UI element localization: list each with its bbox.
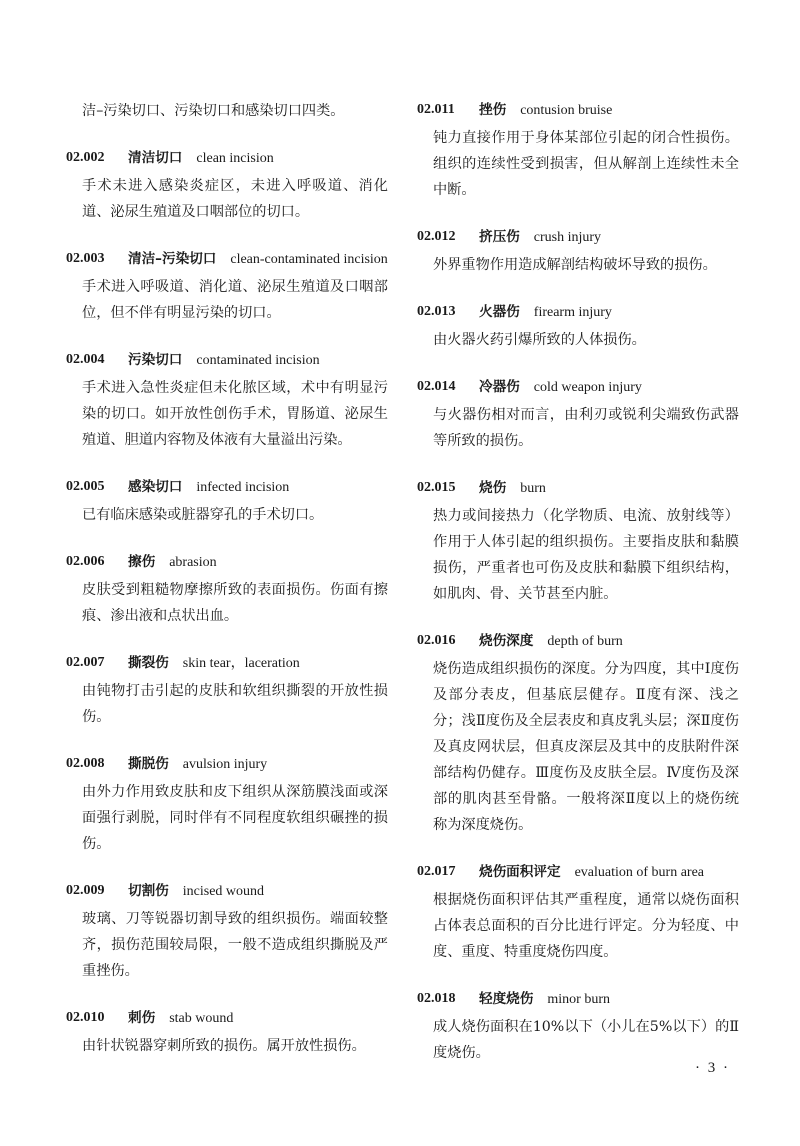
entry-term: 撕裂伤 <box>128 655 169 671</box>
entry-english-term: burn <box>520 481 546 496</box>
entry-term: 轻度烧伤 <box>479 991 534 1007</box>
term-entry <box>417 225 739 278</box>
entry-number: 02.013 <box>417 304 456 319</box>
entry-definition: 外界重物作用造成解剖结构破坏导致的损伤。 <box>433 257 717 273</box>
entry-number: 02.011 <box>417 102 455 117</box>
entry-english-term: avulsion injury <box>182 757 268 772</box>
entry-number: 02.007 <box>66 655 105 670</box>
entry-heading <box>66 752 388 777</box>
entry-number: 02.008 <box>66 756 105 771</box>
entry-heading-text <box>128 651 388 676</box>
entry-english-term: clean incision <box>196 151 274 166</box>
entry-term: 挤压伤 <box>479 229 520 245</box>
entry-heading-text <box>128 879 388 904</box>
entry-english-term: cold weapon injury <box>533 380 642 395</box>
entry-number: 02.017 <box>417 864 456 879</box>
entry-heading <box>66 348 388 373</box>
entry-heading <box>417 987 739 1012</box>
entry-definition: 根据烧伤面积评估其严重程度，通常以烧伤面积占体表总面积的百分比进行评定。分为轻度、中度、重度、特重度烧伤四度。 <box>433 892 739 960</box>
entry-english-term: stab wound <box>169 1011 234 1026</box>
entry-definition: 由火器火药引爆所致的人体损伤。 <box>433 332 646 348</box>
term-entry <box>66 247 388 326</box>
left-entry-list <box>66 146 388 1059</box>
entry-heading-text <box>128 550 388 575</box>
entry-heading <box>66 651 388 676</box>
entry-english-term: incised wound <box>182 884 265 899</box>
entry-heading <box>66 879 388 904</box>
entry-definition: 热力或间接热力（化学物质、电流、放射线等）作用于人体引起的组织损伤。主要指皮肤和黏膜损伤，严重者也可伤及皮肤和黏膜下组织结构，如肌肉、骨、关节甚至内脏。 <box>433 508 739 602</box>
entry-english-term: infected incision <box>196 480 290 495</box>
entry-heading-text <box>479 860 739 885</box>
term-entry <box>66 475 388 528</box>
entry-number: 02.012 <box>417 229 456 244</box>
entry-number: 02.009 <box>66 883 105 898</box>
entry-heading <box>66 475 388 500</box>
entry-definition: 已有临床感染或脏器穿孔的手术切口。 <box>82 507 324 523</box>
entry-english-term: contusion bruise <box>520 103 613 118</box>
term-entry <box>417 300 739 353</box>
term-entry <box>417 476 739 607</box>
entry-heading <box>417 300 739 325</box>
entry-heading-text <box>479 225 739 250</box>
entry-term: 火器伤 <box>479 304 520 320</box>
entry-heading <box>66 550 388 575</box>
entry-term: 刺伤 <box>128 1010 156 1026</box>
term-entry <box>417 860 739 965</box>
entry-term: 清洁–污染切口 <box>128 251 217 267</box>
term-entry <box>66 752 388 857</box>
left-column <box>66 98 388 1081</box>
entry-heading <box>417 860 739 885</box>
entry-term: 烧伤面积评定 <box>479 864 561 880</box>
entry-number: 02.014 <box>417 379 456 394</box>
entry-number: 02.006 <box>66 554 105 569</box>
entry-heading <box>417 375 739 400</box>
page-number: · 3 · <box>695 1060 730 1076</box>
entry-english-term: abrasion <box>169 555 217 570</box>
entry-heading-text <box>479 629 739 654</box>
entry-heading <box>417 476 739 501</box>
term-entry <box>66 651 388 730</box>
entry-number: 02.005 <box>66 479 105 494</box>
entry-english-term: skin tear，laceration <box>182 656 300 671</box>
entry-english-term: minor burn <box>547 992 610 1007</box>
term-entry <box>417 987 739 1066</box>
entry-english-term: clean-contaminated incision <box>230 252 388 267</box>
entry-number: 02.003 <box>66 251 105 266</box>
term-entry <box>417 98 739 203</box>
term-entry <box>417 629 739 838</box>
right-entry-list <box>417 98 739 1066</box>
entry-english-term: contaminated incision <box>196 353 320 368</box>
entry-heading-text <box>128 146 388 171</box>
entry-definition: 钝力直接作用于身体某部位引起的闭合性损伤。组织的连续性受到损害，但从解剖上连续性未全中断。 <box>433 130 739 198</box>
entry-number: 02.015 <box>417 480 456 495</box>
entry-term: 切割伤 <box>128 883 169 899</box>
entry-definition: 与火器伤相对而言，由利刃或锐利尖端致伤武器等所致的损伤。 <box>433 407 739 449</box>
entry-heading <box>417 225 739 250</box>
entry-term: 清洁切口 <box>128 150 183 166</box>
entry-term: 冷器伤 <box>479 379 520 395</box>
term-entry <box>417 375 739 454</box>
term-entry <box>66 146 388 225</box>
entry-heading-text <box>128 475 388 500</box>
entry-heading-text <box>479 476 739 501</box>
entry-heading <box>66 1006 388 1031</box>
entry-term: 撕脱伤 <box>128 756 169 772</box>
entry-number: 02.010 <box>66 1010 105 1025</box>
entry-definition: 手术进入呼吸道、消化道、泌尿生殖道及口咽部位，但不伴有明显污染的切口。 <box>82 279 388 321</box>
entry-heading-text <box>479 300 739 325</box>
entry-term: 擦伤 <box>128 554 156 570</box>
continued-definition: 洁–污染切口、污染切口和感染切口四类。 <box>82 103 345 119</box>
entry-heading <box>417 629 739 654</box>
entry-heading-text <box>128 247 388 272</box>
entry-definition: 玻璃、刀等锐器切割导致的组织损伤。端面较整齐，损伤范围较局限，一般不造成组织撕脱及严重挫伤。 <box>82 911 388 979</box>
entry-english-term: depth of burn <box>547 634 623 649</box>
term-entry <box>66 550 388 629</box>
entry-definition: 手术进入急性炎症但未化脓区域，术中有明显污染的切口。如开放性创伤手术，胃肠道、泌尿生殖道、胆道内容物及体液有大量溢出污染。 <box>82 380 388 448</box>
entry-english-term: evaluation of burn area <box>574 865 705 880</box>
entry-term: 污染切口 <box>128 352 183 368</box>
entry-term: 烧伤 <box>479 480 507 496</box>
entry-heading-text <box>479 98 739 123</box>
entry-number: 02.016 <box>417 633 456 648</box>
entry-number: 02.004 <box>66 352 105 367</box>
entry-heading-text <box>128 752 388 777</box>
entry-heading-text <box>128 348 388 373</box>
entry-definition: 手术未进入感染炎症区，未进入呼吸道、消化道、泌尿生殖道及口咽部位的切口。 <box>82 178 388 220</box>
entry-definition: 由钝物打击引起的皮肤和软组织撕裂的开放性损伤。 <box>82 683 388 725</box>
entry-heading <box>66 247 388 272</box>
right-column <box>417 98 739 1088</box>
entry-english-term: firearm injury <box>533 305 612 320</box>
term-entry <box>66 1006 388 1059</box>
entry-heading-text <box>479 987 739 1012</box>
entry-definition: 皮肤受到粗糙物摩擦所致的表面损伤。伤面有擦痕、渗出液和点状出血。 <box>82 582 388 624</box>
entry-heading <box>66 146 388 171</box>
entry-english-term: crush injury <box>533 230 602 245</box>
entry-definition: 由外力作用致皮肤和皮下组织从深筋膜浅面或深面强行剥脱，同时伴有不同程度软组织碾挫的损伤。 <box>82 784 388 852</box>
entry-term: 感染切口 <box>128 479 183 495</box>
entry-definition: 烧伤造成组织损伤的深度。分为四度，其中Ⅰ度伤及部分表皮，但基底层健存。Ⅱ度有深、浅之分；浅Ⅱ度伤及全层表皮和真皮乳头层；深Ⅱ度伤及真皮网状层，但真皮深层及其中的皮肤附件深部结构仍健存。Ⅲ度伤及皮肤全层。Ⅳ度伤及深部的肌肉甚至骨骼。一般将深Ⅱ度以上的烧伤统称为深度烧伤。 <box>433 661 739 833</box>
entry-heading-text <box>128 1006 388 1031</box>
entry-definition: 由针状锐器穿刺所致的损伤。属开放性损伤。 <box>82 1038 366 1054</box>
entry-heading-text <box>479 375 739 400</box>
term-entry <box>66 348 388 453</box>
entry-definition: 成人烧伤面积在10%以下（小儿在5%以下）的Ⅱ度烧伤。 <box>433 1019 739 1061</box>
term-entry <box>66 879 388 984</box>
entry-heading <box>417 98 739 123</box>
entry-term: 烧伤深度 <box>479 633 534 649</box>
entry-number: 02.018 <box>417 991 456 1006</box>
entry-number: 02.002 <box>66 150 105 165</box>
entry-term: 挫伤 <box>479 102 507 118</box>
